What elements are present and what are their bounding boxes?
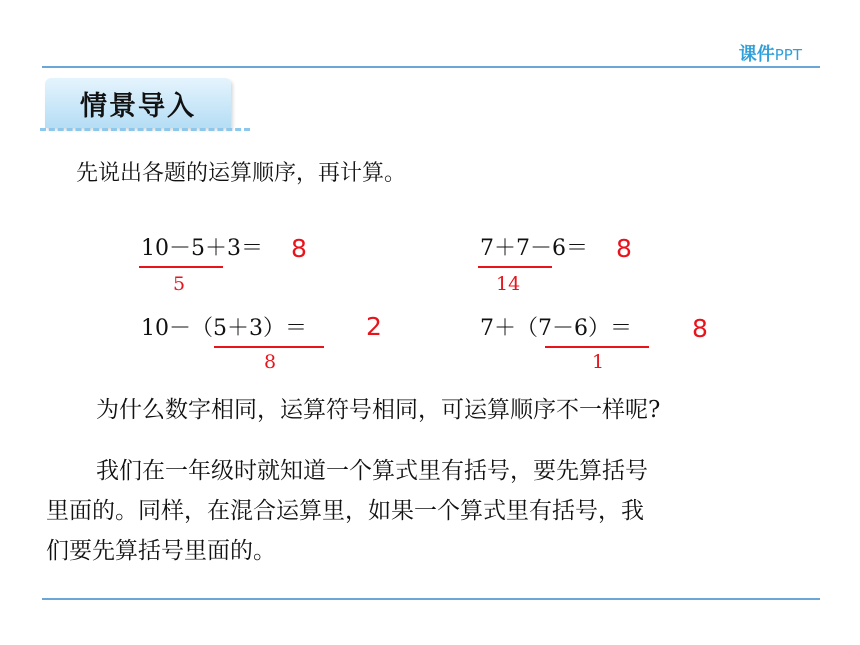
problem-3-expression: 10－（5＋3）＝ [141, 316, 307, 341]
problem-4-answer: 8 [692, 314, 708, 343]
problem-1-underline [139, 266, 223, 268]
section-tab [45, 78, 231, 128]
problem-2-answer: 8 [616, 234, 632, 263]
section-dashed-underline [40, 128, 250, 131]
problem-2-step-result: 14 [496, 273, 521, 295]
footer-divider [42, 598, 820, 600]
explanation-line-2: 里面的。同样，在混合运算里，如果一个算式里有括号，我 [46, 498, 644, 524]
problem-4-expression: 7＋（7－6）＝ [480, 316, 632, 341]
problem-1-expression: 10－5＋3＝ [141, 236, 263, 261]
brand-light: PPT [774, 46, 802, 64]
problem-4-step-result: 1 [592, 351, 605, 373]
problem-3-step-result: 8 [264, 351, 277, 373]
explanation-line-1: 我们在一年级时就知道一个算式里有括号，要先算括号 [96, 458, 648, 484]
problem-2-expression: 7＋7－6＝ [480, 236, 588, 261]
question-text: 为什么数字相同，运算符号相同，可运算顺序不一样呢? [96, 397, 661, 423]
header-divider [42, 66, 820, 68]
problem-1-step-result: 5 [173, 273, 186, 295]
explanation-line-3: 们要先算括号里面的。 [46, 538, 276, 564]
problem-3-underline [214, 346, 324, 348]
problem-4-underline [545, 346, 649, 348]
instruction-text: 先说出各题的运算顺序，再计算。 [76, 161, 407, 186]
brand-label [739, 40, 802, 66]
problem-1-answer: 8 [291, 234, 307, 263]
problem-3-answer: 2 [366, 312, 382, 341]
problem-2-underline [478, 266, 552, 268]
section-title: 情景导入 [80, 90, 196, 122]
brand-bold: 课件 [738, 44, 775, 65]
